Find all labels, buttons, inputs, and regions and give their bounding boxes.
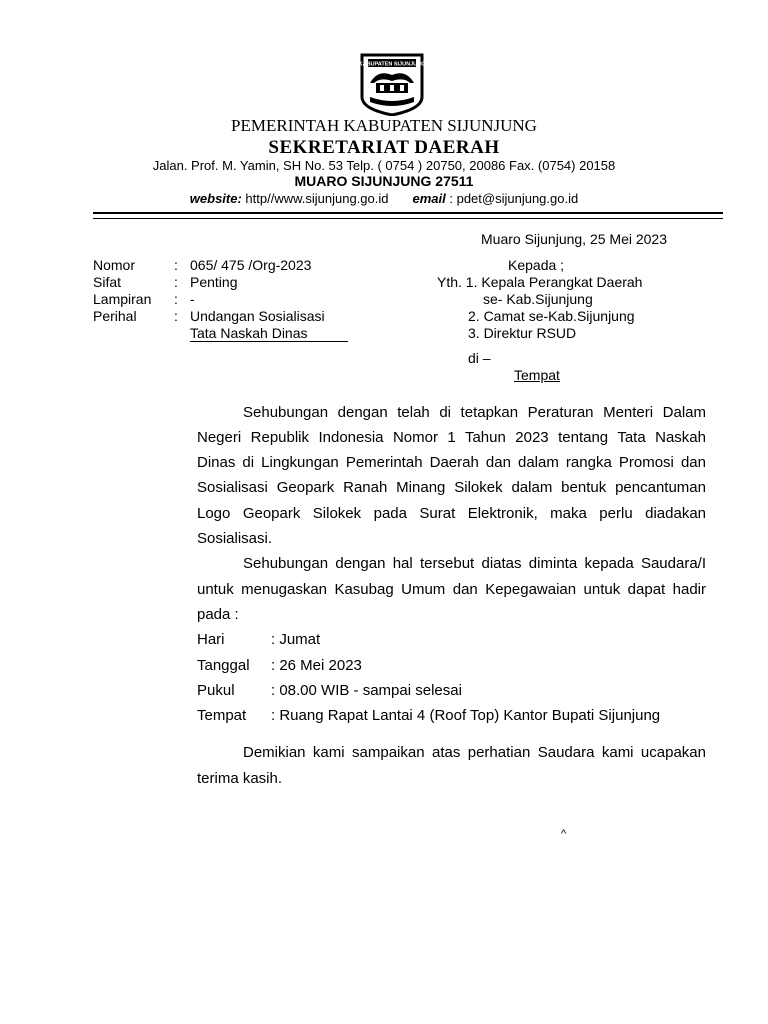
detail-label-hari: Hari (197, 631, 225, 648)
recipient-tempat: Tempat (514, 367, 560, 383)
meta-label-lampiran: Lampiran (93, 291, 152, 307)
letterhead-rule-thin (93, 218, 723, 219)
government-name: PEMERINTAH KABUPATEN SIJUNJUNG (231, 116, 537, 135)
body-p2-line: Sehubungan dengan hal tersebut diatas diminta kepada Saudara/I (243, 555, 706, 572)
meta-value-perihal-line2: Tata Naskah Dinas (190, 325, 348, 342)
meta-colon: : (174, 257, 178, 273)
meta-label-perihal: Perihal (93, 308, 137, 324)
detail-label-pukul: Pukul (197, 682, 235, 699)
meta-label-nomor: Nomor (93, 257, 136, 273)
meta-value-sifat: Penting (190, 274, 238, 290)
website-link[interactable]: http//www.sijunjung.go.id (241, 191, 389, 206)
meta-label-sifat: Sifat (93, 274, 122, 290)
caret-mark: ^ (561, 828, 567, 840)
recipient-di: di – (468, 350, 491, 366)
logo-caption: KABUPATEN SIJUNJUNG (358, 61, 426, 68)
letterhead-rule-thick (93, 212, 723, 214)
office-name: SEKRETARIAT DAERAH (268, 137, 500, 158)
body-p1-line: Logo Geopark Silokek pada Surat Elektronik, maka perlu diadakan (197, 505, 706, 522)
body-p3-line: terima kasih. (197, 770, 283, 787)
recipient-line4: 3. Direktur RSUD (468, 325, 577, 341)
body-p3-line: Demikian kami sampaikan atas perhatian Saudara kami ucapakan (243, 744, 706, 761)
recipient-line3: 2. Camat se-Kab.Sijunjung (468, 308, 635, 324)
body-p1-line: Negeri Republik Indonesia Nomor 1 Tahun 2023 tentang Tata Naskah (197, 429, 706, 446)
body-p2-line: untuk menugaskan Kasubag Umum dan Kepegawaian untuk dapat hadir (197, 581, 706, 598)
email-link[interactable]: : pdet@sijunjung.go.id (445, 191, 579, 206)
regency-emblem-icon (358, 53, 426, 116)
detail-value-pukul: : 08.00 WIB - sampai selesai (271, 682, 462, 699)
meta-colon: : (174, 308, 178, 324)
recipient-kepada: Kepada ; (508, 257, 565, 273)
meta-colon: : (174, 291, 178, 307)
regency-logo (358, 53, 426, 116)
body-p1-line: Sehubungan dengan telah di tetapkan Peraturan Menteri Dalam (243, 404, 706, 421)
detail-value-tempat: : Ruang Rapat Lantai 4 (Roof Top) Kantor Bupati Sijunjung (271, 707, 661, 724)
meta-value-lampiran: - (190, 291, 195, 307)
meta-value-perihal: Undangan Sosialisasi (190, 308, 325, 324)
detail-label-tempat: Tempat (197, 707, 247, 724)
office-city: MUARO SIJUNJUNG 27511 (294, 173, 474, 189)
body-p1-line: Sosialisasi. (197, 530, 273, 547)
contact-line (0, 191, 768, 206)
office-address: Jalan. Prof. M. Yamin, SH No. 53 Telp. ( 0754 ) 20750, 20086 Fax. (0754) 20158 (152, 158, 616, 173)
recipient-line2: se- Kab.Sijunjung (483, 291, 593, 307)
letter-date: Muaro Sijunjung, 25 Mei 2023 (481, 231, 668, 247)
body-p1-line: Sosialisasi Geopark Ranah Minang Silokek dalam bentuk pencantuman (197, 479, 706, 496)
body-p1-line: Dinas di Lingkungan Pemerintah Daerah dan dalam rangka Promosi dan (197, 454, 706, 471)
website-label: website: (189, 191, 242, 206)
detail-value-tanggal: : 26 Mei 2023 (271, 657, 362, 674)
body-p2-line: pada : (197, 606, 239, 623)
email-label: email (412, 191, 446, 206)
detail-label-tanggal: Tanggal (197, 657, 250, 674)
meta-colon: : (174, 274, 178, 290)
recipient-line1: Yth. 1. Kepala Perangkat Daerah (437, 274, 643, 290)
detail-value-hari: : Jumat (271, 631, 321, 648)
meta-value-nomor: 065/ 475 /Org-2023 (190, 257, 312, 273)
